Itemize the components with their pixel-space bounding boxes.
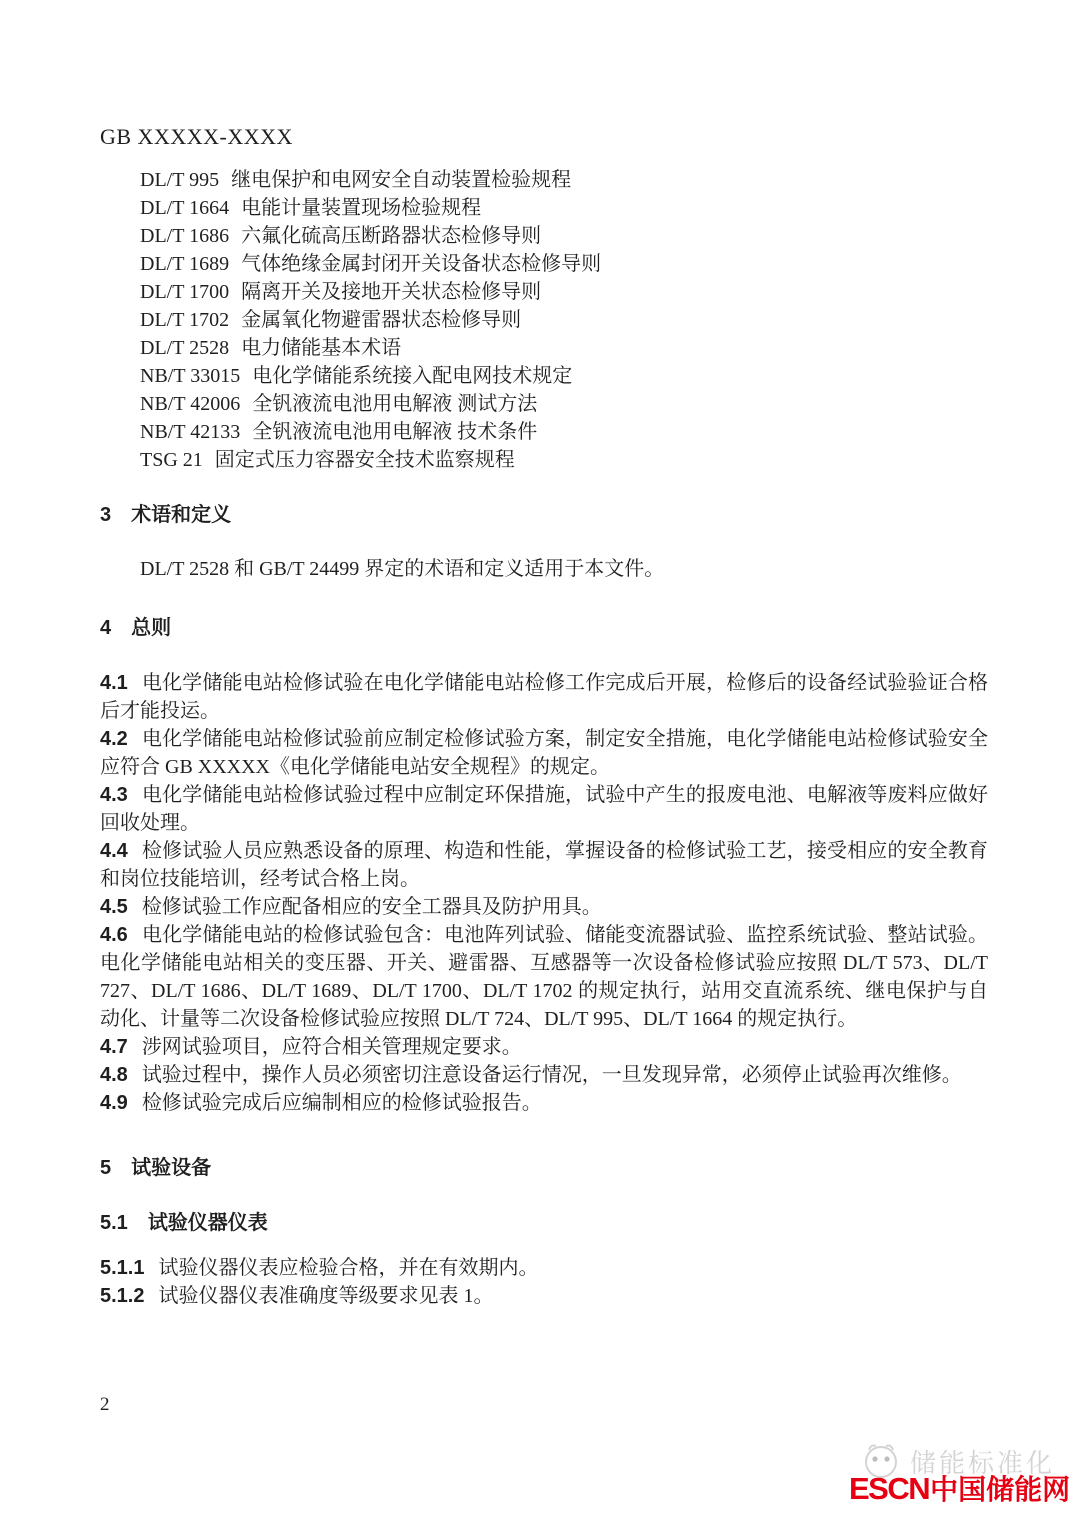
- reference-title: 六氟化硫高压断路器状态检修导则: [241, 225, 542, 247]
- section-5-heading: [100, 1154, 211, 1182]
- clause-4-9: [100, 1089, 988, 1117]
- section-3-body: DL/T 2528 和 GB/T 24499 界定的术语和定义适用于本文件。: [140, 558, 665, 580]
- reference-code: DL/T 1689: [140, 253, 230, 275]
- reference-title: 继电保护和电网安全自动装置检验规程: [231, 169, 572, 191]
- doc-number: GB XXXXX-XXXX: [100, 124, 293, 149]
- clause-4-5: [100, 893, 988, 921]
- reference-title: 隔离开关及接地开关状态检修导则: [241, 281, 542, 303]
- section-5-1-heading: [100, 1209, 268, 1237]
- clause-text: 电化学储能电站的检修试验包含：电池阵列试验、储能变流器试验、监控系统试验、整站试验。电化学储能电站相关的变压器、开关、避雷器、互感器等一次设备检修试验应按照 DL/T 573、DL/T 727、DL/T 1686、DL/T 1689、DL/T 1700、DL/T 1702 的规定执行，站用交直流系统、继电保护与自动化、计量等二次设备检修试验应按照 DL/T 724、DL/T 995、DL/T 1664 的规定执行。: [100, 924, 988, 1030]
- reference-title: 气体绝缘金属封闭开关设备状态检修导则: [241, 253, 602, 275]
- reference-code: DL/T 995: [140, 169, 220, 191]
- clause-text: 试验仪器仪表应检验合格，并在有效期内。: [158, 1257, 539, 1279]
- clause-4-1: [100, 669, 988, 725]
- reference-code: NB/T 42006: [140, 393, 241, 415]
- clause-number: 4.2: [100, 728, 128, 750]
- clause-5-1-2: [100, 1282, 988, 1310]
- clause-text: 电化学储能电站检修试验过程中应制定环保措施，试验中产生的报废电池、电解液等废料应做好回收处理。: [100, 784, 988, 834]
- escn-logo: [849, 1468, 1070, 1508]
- clause-number: 4.9: [100, 1092, 128, 1114]
- section-5-1-number: 5.1: [100, 1212, 128, 1234]
- section-4-number: 4: [100, 617, 112, 639]
- clause-text: 涉网试验项目，应符合相关管理规定要求。: [141, 1036, 522, 1058]
- watermark-text: 储能标准化: [910, 1448, 1056, 1478]
- clause-text: 检修试验完成后应编制相应的检修试验报告。: [141, 1092, 542, 1114]
- reference-item: [140, 194, 601, 222]
- reference-item: [140, 390, 601, 418]
- clause-number: 4.6: [100, 924, 128, 946]
- page-number: 2: [100, 1394, 110, 1415]
- section-5-title: 试验设备: [131, 1157, 212, 1179]
- section-3-heading: [100, 501, 231, 529]
- reference-item: [140, 250, 601, 278]
- section-4-title: 总则: [131, 617, 172, 639]
- reference-code: DL/T 1664: [140, 197, 230, 219]
- section-3-title: 术语和定义: [131, 504, 232, 526]
- reference-title: 电能计量装置现场检验规程: [241, 197, 482, 219]
- clause-4-3: [100, 781, 988, 837]
- clause-number: 4.4: [100, 840, 128, 862]
- escn-logo-latin: ESCN: [849, 1471, 930, 1506]
- section-4-heading: [100, 614, 171, 642]
- references-list: [140, 166, 601, 474]
- escn-logo-chinese: 中国储能网: [930, 1474, 1071, 1505]
- clause-text: 电化学储能电站检修试验前应制定检修试验方案，制定安全措施，电化学储能电站检修试验安全应符合 GB XXXXX《电化学储能电站安全规程》的规定。: [100, 728, 988, 778]
- clause-text: 试验仪器仪表准确度等级要求见表 1。: [158, 1285, 494, 1307]
- section-3-number: 3: [100, 504, 112, 526]
- clause-5-1-1: [100, 1254, 988, 1282]
- reference-code: DL/T 1702: [140, 309, 230, 331]
- clause-4-6: [100, 921, 988, 1033]
- reference-code: NB/T 42133: [140, 421, 241, 443]
- reference-item: [140, 446, 601, 474]
- clause-4-7: [100, 1033, 988, 1061]
- clause-number: 4.3: [100, 784, 128, 806]
- reference-title: 固定式压力容器安全技术监察规程: [214, 449, 515, 471]
- reference-item: [140, 334, 601, 362]
- reference-code: DL/T 1700: [140, 281, 230, 303]
- clause-number: 5.1.1: [100, 1257, 145, 1279]
- reference-item: [140, 362, 601, 390]
- clause-number: 4.7: [100, 1036, 128, 1058]
- clause-number: 4.8: [100, 1064, 128, 1086]
- reference-title: 金属氧化物避雷器状态检修导则: [241, 309, 522, 331]
- clause-number: 4.5: [100, 896, 128, 918]
- reference-code: TSG 21: [140, 449, 203, 471]
- reference-item: [140, 306, 601, 334]
- clause-text: 电化学储能电站检修试验在电化学储能电站检修工作完成后开展，检修后的设备经试验验证合格后才能投运。: [100, 672, 988, 722]
- clause-4-2: [100, 725, 988, 781]
- reference-item: [140, 278, 601, 306]
- clause-number: 5.1.2: [100, 1285, 145, 1307]
- section-5-1-title: 试验仪器仪表: [147, 1212, 268, 1234]
- clause-text: 试验过程中，操作人员必须密切注意设备运行情况，一旦发现异常，必须停止试验再次维修。: [141, 1064, 962, 1086]
- reference-title: 全钒液流电池用电解液 测试方法: [252, 393, 538, 415]
- reference-code: DL/T 2528: [140, 337, 230, 359]
- clause-text: 检修试验人员应熟悉设备的原理、构造和性能，掌握设备的检修试验工艺，接受相应的安全教育和岗位技能培训，经考试合格上岗。: [100, 840, 988, 890]
- reference-code: NB/T 33015: [140, 365, 241, 387]
- section-5-number: 5: [100, 1157, 112, 1179]
- clause-4-8: [100, 1061, 988, 1089]
- reference-code: DL/T 1686: [140, 225, 230, 247]
- reference-title: 全钒液流电池用电解液 技术条件: [252, 421, 538, 443]
- clause-number: 4.1: [100, 672, 128, 694]
- reference-title: 电力储能基本术语: [241, 337, 402, 359]
- reference-item: [140, 418, 601, 446]
- reference-title: 电化学储能系统接入配电网技术规定: [252, 365, 573, 387]
- clause-4-4: [100, 837, 988, 893]
- clause-text: 检修试验工作应配备相应的安全工器具及防护用具。: [141, 896, 602, 918]
- reference-item: [140, 222, 601, 250]
- reference-item: [140, 166, 601, 194]
